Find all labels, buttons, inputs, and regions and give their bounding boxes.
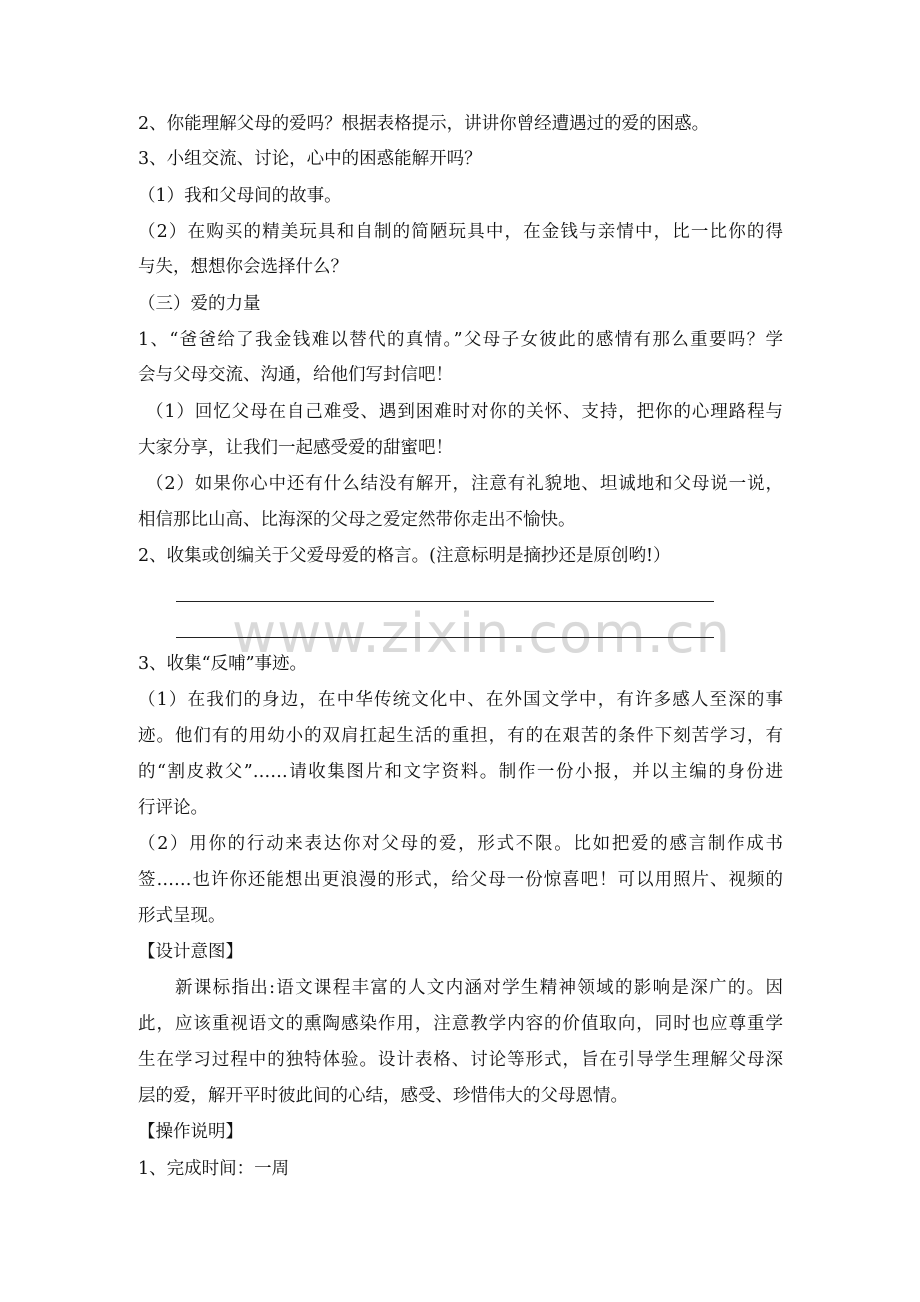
- text-line: 生在学习过程中的独特体验。设计表格、讨论等形式，旨在引导学生理解父母深: [138, 1050, 783, 1070]
- text-line: 签……也许你还能想出更浪漫的形式，给父母一份惊喜吧！可以用照片、视频的: [138, 870, 783, 890]
- watermark: www.zixin.com.cn: [232, 602, 731, 665]
- text-line: 新课标指出:语文课程丰富的人文内涵对学生精神领域的影响是深广的。因: [175, 978, 783, 998]
- section-heading: 【操作说明】: [138, 1122, 243, 1142]
- text-line: 与失，想想你会选择什么？: [138, 257, 348, 277]
- answer-line: [176, 637, 714, 638]
- text-line: （2）如果你心中还有什么结没有解开，注意有礼貌地、坦诚地和父母说一说，: [146, 474, 783, 494]
- text-line: 层的爱，解开平时彼此间的心结，感受、珍惜伟大的父母恩情。: [138, 1086, 628, 1106]
- text-line: （1）我和父母间的故事。: [138, 186, 342, 206]
- text-line: 行评论。: [138, 798, 208, 818]
- text-line: 的“割皮救父”……请收集图片和文字资料。制作一份小报，并以主编的身份进: [138, 762, 783, 782]
- text-line: 会与父母交流、沟通，给他们写封信吧！: [138, 365, 453, 385]
- text-line: 2、你能理解父母的爱吗？根据表格提示，讲讲你曾经遭遇过的爱的困惑。: [138, 114, 710, 134]
- text-line: 大家分享，让我们一起感受爱的甜蜜吧！: [138, 438, 453, 458]
- section-heading: （三）爱的力量: [138, 294, 261, 314]
- text-line: 迹。他们有的用幼小的双肩扛起生活的重担，有的在艰苦的条件下刻苦学习，有: [138, 726, 783, 746]
- text-line: 1、“爸爸给了我金钱难以替代的真情。”父母子女彼此的感情有那么重要吗？学: [138, 330, 783, 350]
- text-line: （2）在购买的精美玩具和自制的简陋玩具中，在金钱与亲情中，比一比你的得: [138, 222, 783, 242]
- text-line: 2、收集或创编关于父爱母爱的格言。(注意标明是摘抄还是原创哟!）: [138, 546, 671, 566]
- text-line: 形式呈现。: [138, 906, 226, 926]
- text-line: 3、小组交流、讨论，心中的困惑能解开吗？: [138, 149, 482, 169]
- text-line: （1）在我们的身边，在中华传统文化中、在外国文学中，有许多感人至深的事: [138, 690, 783, 710]
- text-line: （2）用你的行动来表达你对父母的爱，形式不限。比如把爱的感言制作成书: [138, 834, 783, 854]
- text-line: 相信那比山高、比海深的父母之爱定然带你走出不愉快。: [138, 510, 576, 530]
- section-heading: 【设计意图】: [138, 942, 243, 962]
- text-line: 此，应该重视语文的熏陶感染作用，注意教学内容的价值取向，同时也应尊重学: [138, 1014, 783, 1034]
- text-line: 3、收集“反哺”事迹。: [138, 654, 308, 674]
- text-line: 1、完成时间：一周: [138, 1159, 290, 1179]
- text-line: （1）回忆父母在自己难受、遇到困难时对你的关怀、支持，把你的心理路程与: [146, 402, 783, 422]
